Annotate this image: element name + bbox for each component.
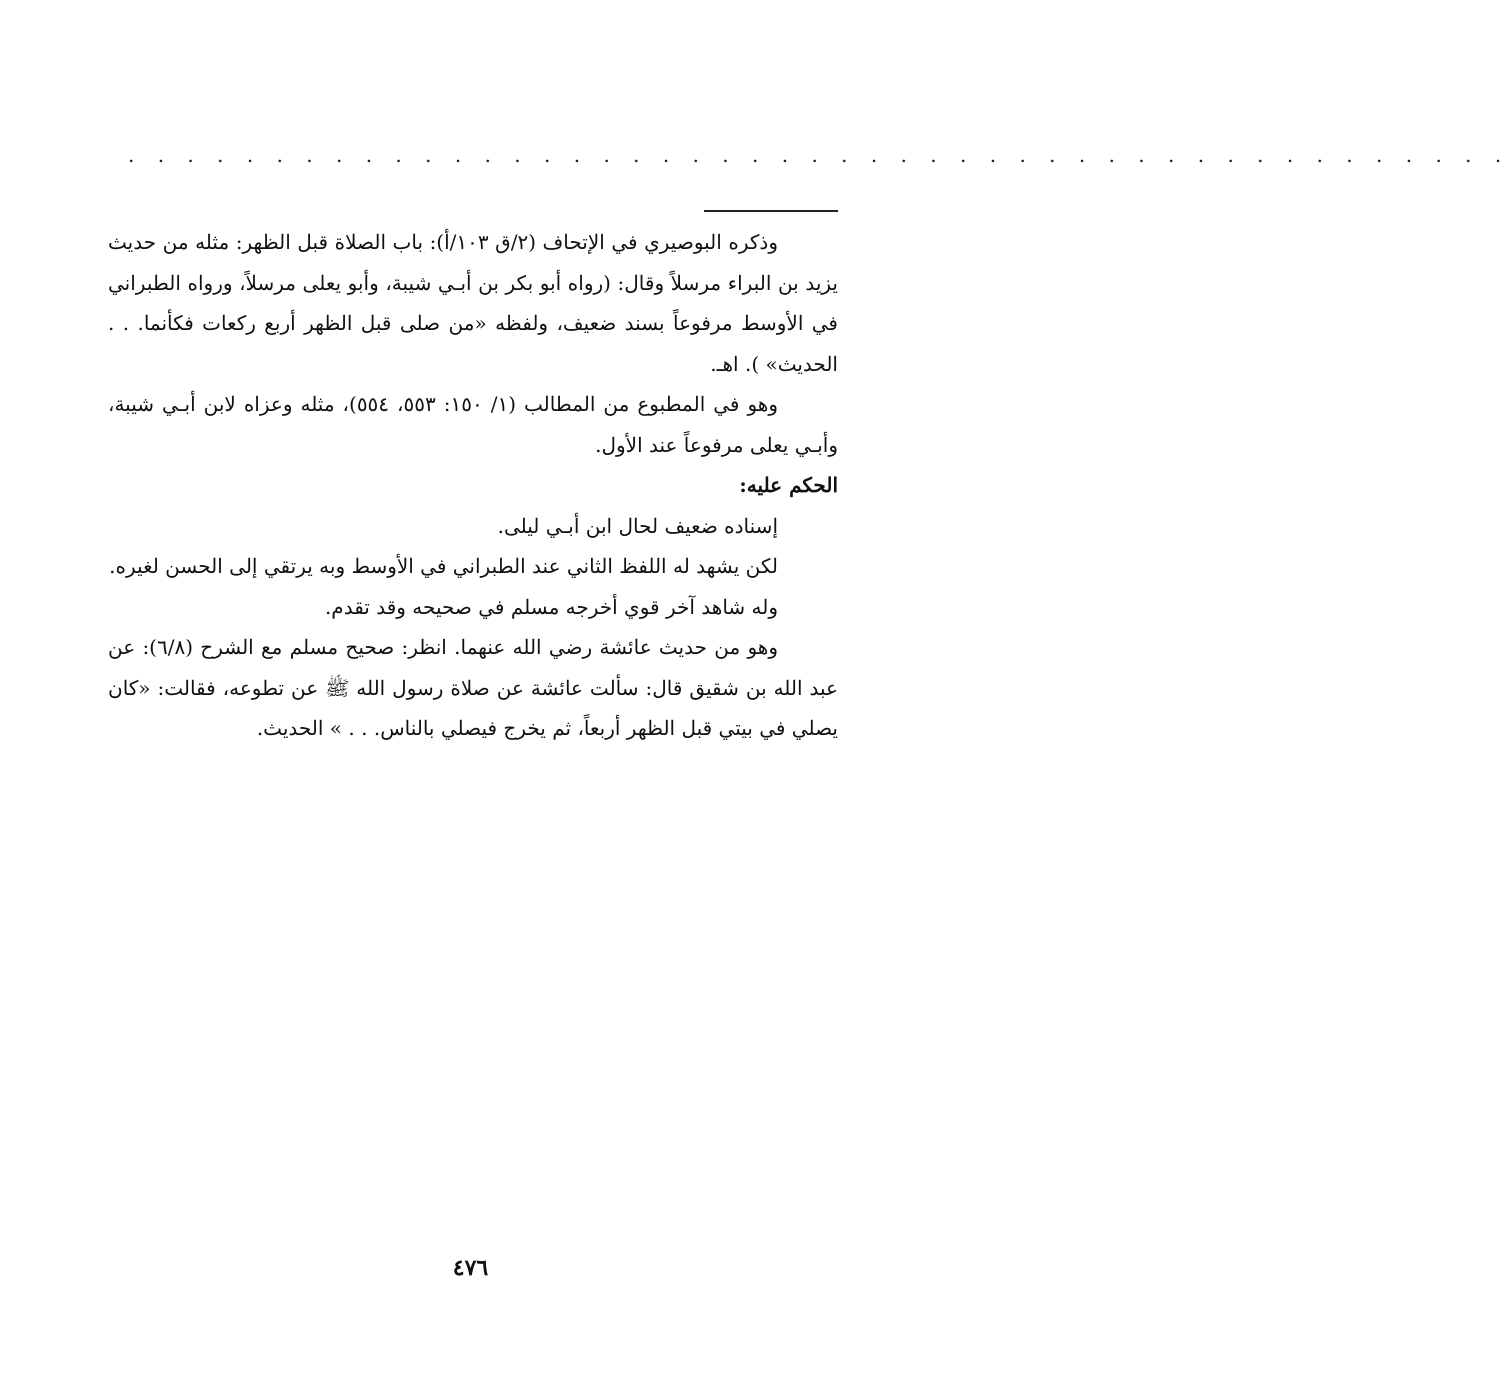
paragraph-isnad: إسناده ضعيف لحال ابن أبـي ليلى. — [497, 513, 778, 538]
paragraph-matalib: وهو في المطبوع من المطالب (١/ ١٥٠: ٥٥٣، ٥٥٤)، مثله وعزاه لابن أبـي شيبة، وأبـي يعلى مرفوعاً عند الأول. — [108, 392, 838, 457]
paragraph-shahid-tabarani: لكن يشهد له اللفظ الثاني عند الطبراني في الأوسط وبه يرتقي إلى الحسن لغيره. — [109, 554, 778, 578]
paragraph-shahid-muslim: وله شاهد آخر قوي أخرجه مسلم في صحيحه وقد تقدم. — [324, 594, 778, 619]
dotted-separator: . . . . . . . . . . . . . . . . . . . . . . . . . . . . . . . . . . . . . . . . . . . . . . . — [128, 143, 1510, 167]
page-body — [108, 222, 838, 749]
paragraph-busiri: وذكره البوصيري في الإتحاف (٢/ق ١٠٣/أ): باب الصلاة قبل الظهر: مثله من حديث يزيد بن البراء مرسلاً وقال: (رواه أبو بكر بن أبـي شيبة، وأبو يعلى مرسلاً، ورواه الطبراني في الأوسط مرفوعاً بسند ضعيف، ولفظه «من صلى قبل الظهر أربع ركعات فكأنما. . . الحديث» ). اهـ. — [108, 230, 838, 376]
page-number: ٤٧٦ — [452, 1255, 489, 1281]
paragraph-aisha-hadith: وهو من حديث عائشة رضي الله عنهما. انظر: صحيح مسلم مع الشرح (٦/٨): عن عبد الله بن شقيق قال: سألت عائشة عن صلاة رسول الله ﷺ عن تطوعه، فقالت: «كان يصلي في بيتي قبل الظهر أربعاً، ثم يخرج فيصلي بالناس. . . » الحديث. — [108, 635, 838, 740]
section-heading: الحكم عليه: — [739, 473, 838, 497]
footnote-rule — [704, 210, 838, 212]
